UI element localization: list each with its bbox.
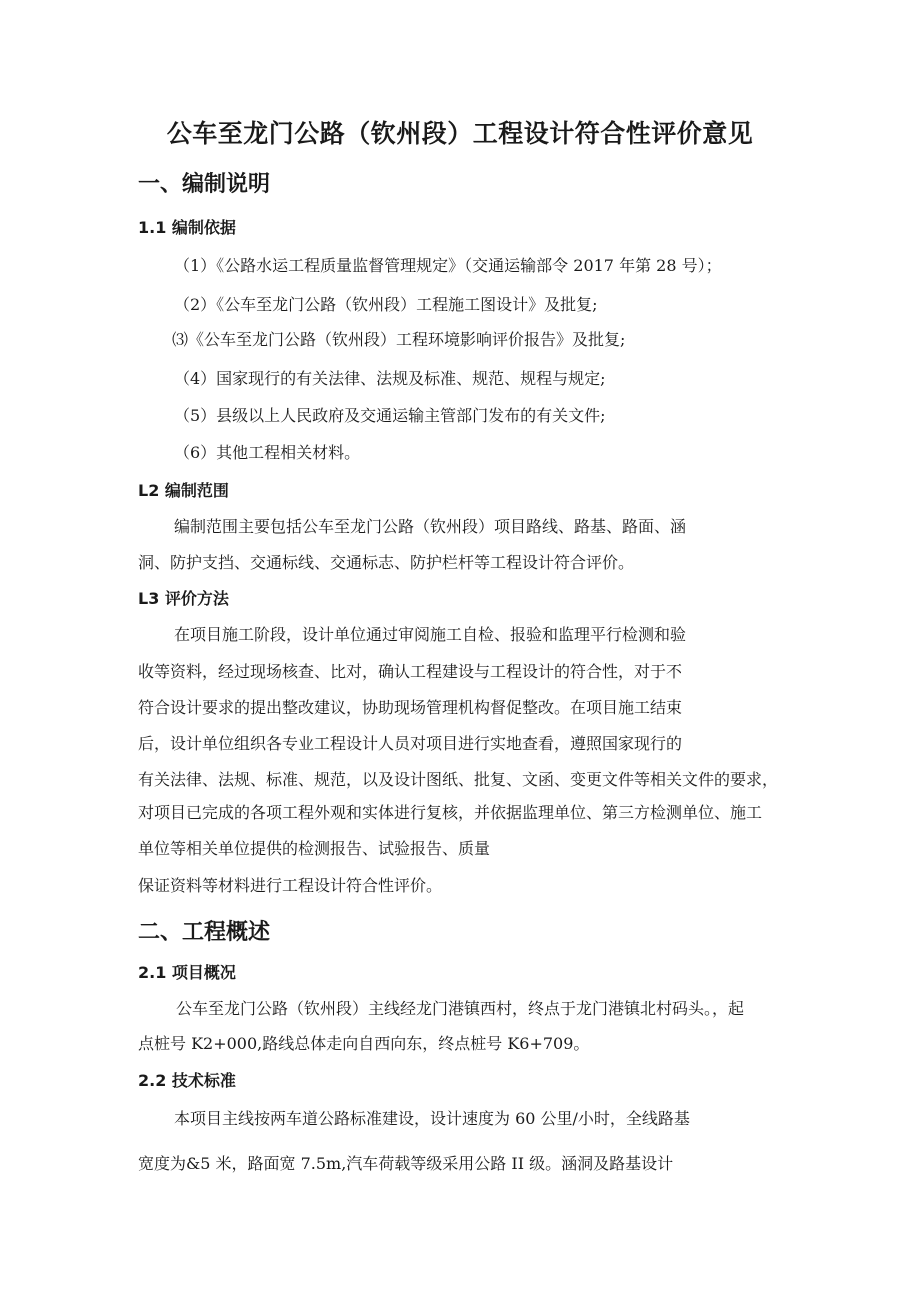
basis-item-5: （5）县级以上人民政府及交通运输主管部门发布的有关文件; bbox=[174, 406, 606, 425]
standard-line-1: 本项目主线按两车道公路标准建设，设计速度为 60 公里/小时，全线路基 bbox=[174, 1109, 690, 1128]
scope-line-2: 洞、防护支挡、交通标线、交通标志、防护栏杆等工程设计符合评价。 bbox=[138, 553, 635, 572]
overview-line-1: 公车至龙门公路（钦州段）主线经龙门港镇西村，终点于龙门港镇北村码头。，起 bbox=[176, 999, 745, 1018]
basis-item-4: （4）国家现行的有关法律、法规及标准、规范、规程与规定; bbox=[174, 369, 606, 388]
subsection-1-1-heading: 1.1 编制依据 bbox=[138, 218, 236, 237]
overview-line-2: 点桩号 K2+000,路线总体走向自西向东，终点桩号 K6+709。 bbox=[138, 1034, 590, 1053]
method-line-7: 单位等相关单位提供的检测报告、试验报告、质量 bbox=[138, 839, 491, 858]
method-line-2: 收等资料，经过现场核查、比对，确认工程建设与工程设计的符合性，对于不 bbox=[138, 662, 683, 681]
method-line-1: 在项目施工阶段，设计单位通过审阅施工自检、报验和监理平行检测和验 bbox=[174, 625, 687, 644]
subsection-2-1-heading: 2.1 项目概况 bbox=[138, 963, 236, 982]
basis-item-3: ⑶《公车至龙门公路（钦州段）工程环境影响评价报告》及批复; bbox=[172, 330, 626, 349]
method-line-8: 保证资料等材料进行工程设计符合性评价。 bbox=[138, 876, 443, 895]
document-title: 公车至龙门公路（钦州段）工程设计符合性评价意见 bbox=[166, 119, 754, 148]
subsection-1-2-heading: L2 编制范围 bbox=[138, 481, 229, 500]
section-2-heading: 二、工程概述 bbox=[138, 919, 271, 945]
scope-line-1: 编制范围主要包括公车至龙门公路（钦州段）项目路线、路基、路面、涵 bbox=[174, 517, 687, 536]
subsection-1-3-heading: L3 评价方法 bbox=[138, 589, 229, 608]
standard-line-2: 宽度为&5 米，路面宽 7.5m,汽车荷载等级采用公路 II 级。涵洞及路基设计 bbox=[138, 1154, 674, 1173]
basis-item-6: （6）其他工程相关材料。 bbox=[174, 443, 361, 462]
method-line-4: 后，设计单位组织各专业工程设计人员对项目进行实地查看，遵照国家现行的 bbox=[138, 734, 683, 753]
basis-item-2: （2）《公车至龙门公路（钦州段）工程施工图设计》及批复; bbox=[174, 295, 598, 314]
section-1-heading: 一、编制说明 bbox=[138, 171, 271, 197]
method-line-6: 对项目已完成的各项工程外观和实体进行复核，并依据监理单位、第三方检测单位、施工 bbox=[138, 803, 763, 822]
subsection-2-2-heading: 2.2 技术标准 bbox=[138, 1071, 236, 1090]
method-line-3: 符合设计要求的提出整改建议，协助现场管理机构督促整改。在项目施工结束 bbox=[138, 698, 683, 717]
method-line-5: 有关法律、法规、标准、规范，以及设计图纸、批复、文函、变更文件等相关文件的要求， bbox=[138, 770, 779, 789]
basis-item-1: （1）《公路水运工程质量监督管理规定》（交通运输部令 2017 年第 28 号）； bbox=[174, 256, 722, 275]
